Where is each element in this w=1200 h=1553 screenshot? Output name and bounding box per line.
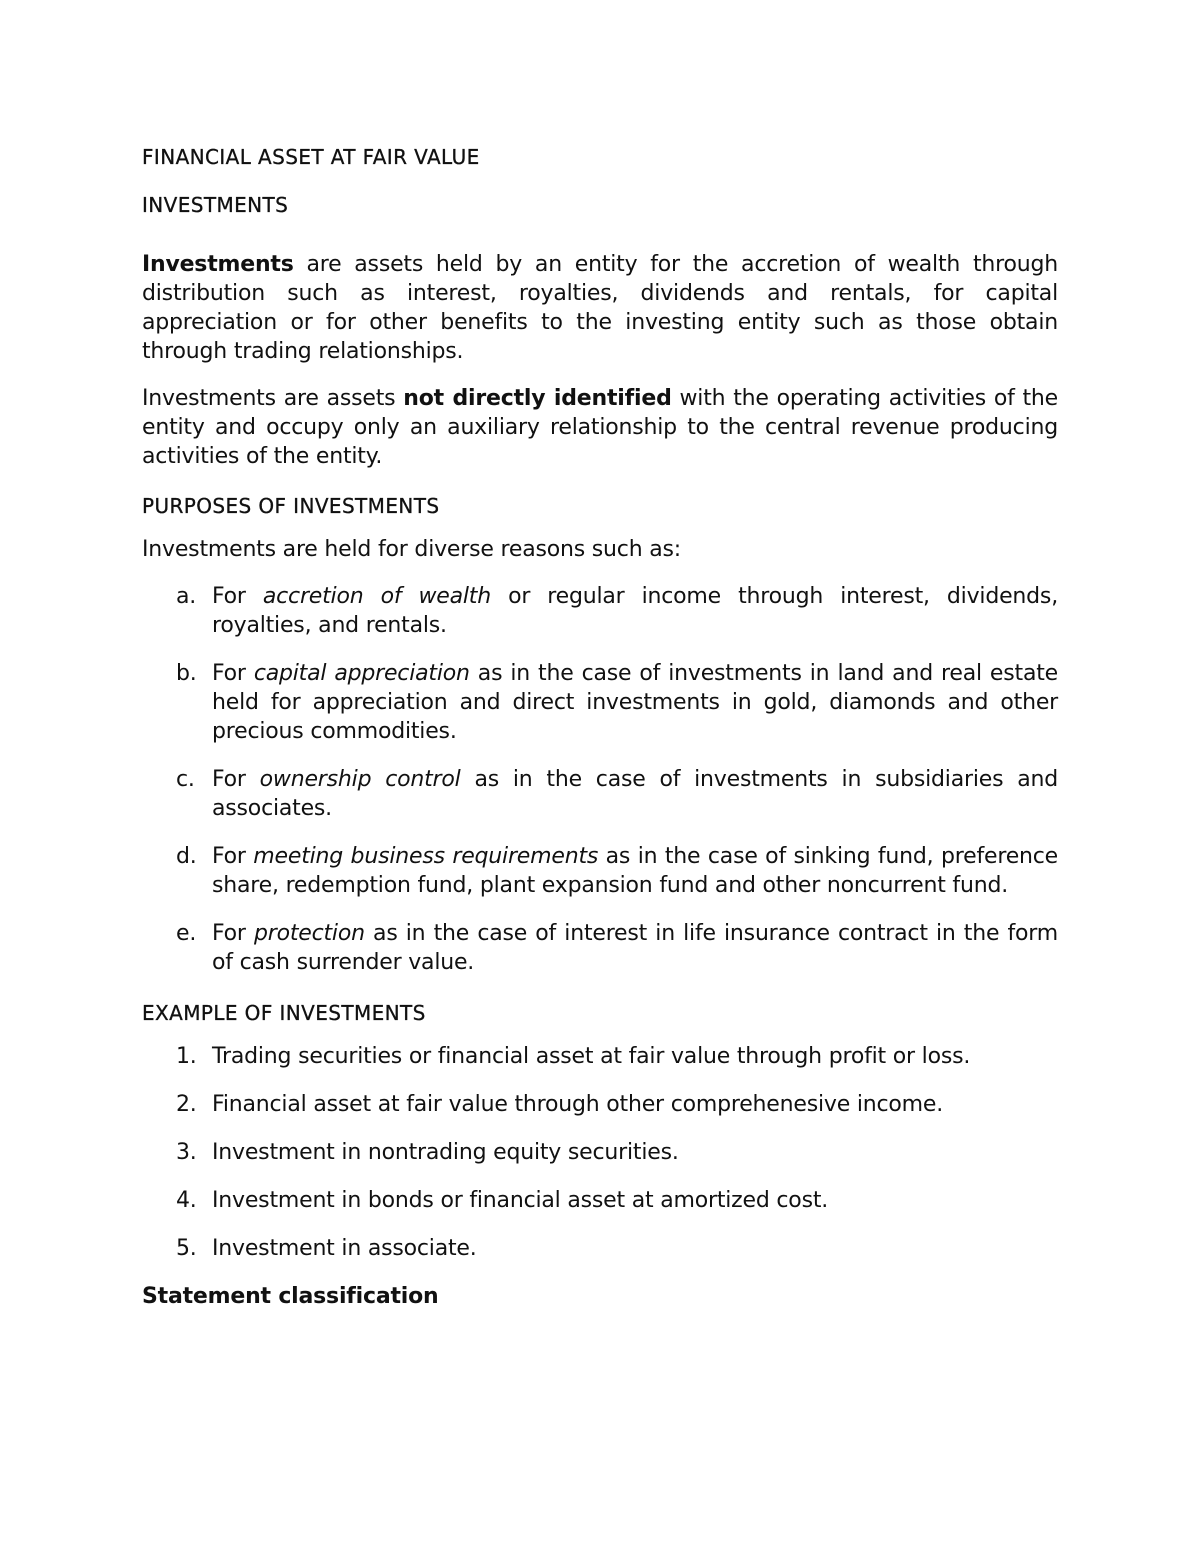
purpose-text-pre: For: [212, 844, 254, 869]
example-text: Investment in nontrading equity securities.: [212, 1140, 679, 1165]
purpose-italic-term: ownership control: [259, 767, 461, 792]
example-text: Financial asset at fair value through other comprehenesive income.: [212, 1092, 943, 1117]
investments-heading: INVESTMENTS: [142, 193, 289, 217]
list-marker: 3.: [176, 1140, 197, 1165]
example-item: [142, 1186, 1058, 1215]
purpose-italic-term: accretion of wealth: [262, 584, 491, 609]
purpose-item: [142, 659, 1058, 746]
document-title: FINANCIAL ASSET AT FAIR VALUE: [142, 145, 480, 169]
purpose-text-post: or regular income through interest, dividends, royalties, and rentals.: [212, 584, 1058, 638]
purpose-text-pre: For: [212, 767, 260, 792]
purpose-item: [142, 919, 1058, 977]
example-text: Trading securities or financial asset at fair value through profit or loss.: [212, 1044, 971, 1069]
example-item: [142, 1234, 1058, 1263]
investments-bold-term: Investments: [142, 252, 294, 277]
list-marker: d.: [176, 844, 197, 869]
investments-relationship-paragraph: [142, 384, 1058, 471]
purpose-italic-term: capital appreciation: [253, 661, 470, 686]
list-marker: a.: [176, 584, 197, 609]
purpose-item: [142, 842, 1058, 900]
purpose-item: [142, 765, 1058, 823]
purposes-list: [142, 582, 1058, 977]
list-marker: b.: [176, 661, 197, 686]
example-item: [142, 1138, 1058, 1167]
example-item: [142, 1042, 1058, 1071]
list-marker: 1.: [176, 1044, 197, 1069]
examples-list: [142, 1042, 1058, 1263]
not-directly-identified-bold: not directly identified: [403, 386, 672, 411]
list-marker: e.: [176, 921, 197, 946]
example-text: Investment in associate.: [212, 1236, 477, 1261]
purpose-text-pre: For: [212, 584, 263, 609]
purpose-item: [142, 582, 1058, 640]
purpose-text-post: as in the case of investments in subsidiaries and associates.: [212, 767, 1058, 821]
investments-definition-text: are assets held by an entity for the accretion of wealth through distribution such as interest, royalties, dividends and rentals, for capital appreciation or for other benefits to the investing entity such as those obtain through trading relationships.: [142, 252, 1058, 364]
purpose-italic-term: meeting business requirements: [253, 844, 599, 869]
relationship-text-before: Investments are assets: [142, 386, 404, 411]
purpose-text-pre: For: [212, 921, 254, 946]
purpose-text-post: as in the case of investments in land and real estate held for appreciation and direct investments in gold, diamonds and other precious commodities.: [212, 661, 1058, 744]
list-marker: 5.: [176, 1236, 197, 1261]
statement-classification-heading: Statement classification: [142, 1284, 439, 1309]
purpose-text-post: as in the case of sinking fund, preference share, redemption fund, plant expansion fund and other noncurrent fund.: [212, 844, 1058, 898]
list-marker: 2.: [176, 1092, 197, 1117]
relationship-text-after: with the operating activities of the entity and occupy only an auxiliary relationship to the central revenue producing activities of the entity.: [142, 386, 1058, 469]
purposes-intro: Investments are held for diverse reasons such as:: [142, 537, 681, 562]
document-page: [142, 140, 1058, 1311]
purpose-text-pre: For: [212, 661, 254, 686]
purpose-italic-term: protection: [253, 921, 365, 946]
example-item: [142, 1090, 1058, 1119]
purpose-text-post: as in the case of interest in life insurance contract in the form of cash surrender value.: [212, 921, 1058, 975]
examples-heading: EXAMPLE OF INVESTMENTS: [142, 1001, 426, 1025]
list-marker: 4.: [176, 1188, 197, 1213]
list-marker: c.: [176, 767, 195, 792]
purposes-heading: PURPOSES OF INVESTMENTS: [142, 494, 440, 518]
investments-definition-paragraph: [142, 250, 1058, 366]
example-text: Investment in bonds or financial asset at amortized cost.: [212, 1188, 829, 1213]
